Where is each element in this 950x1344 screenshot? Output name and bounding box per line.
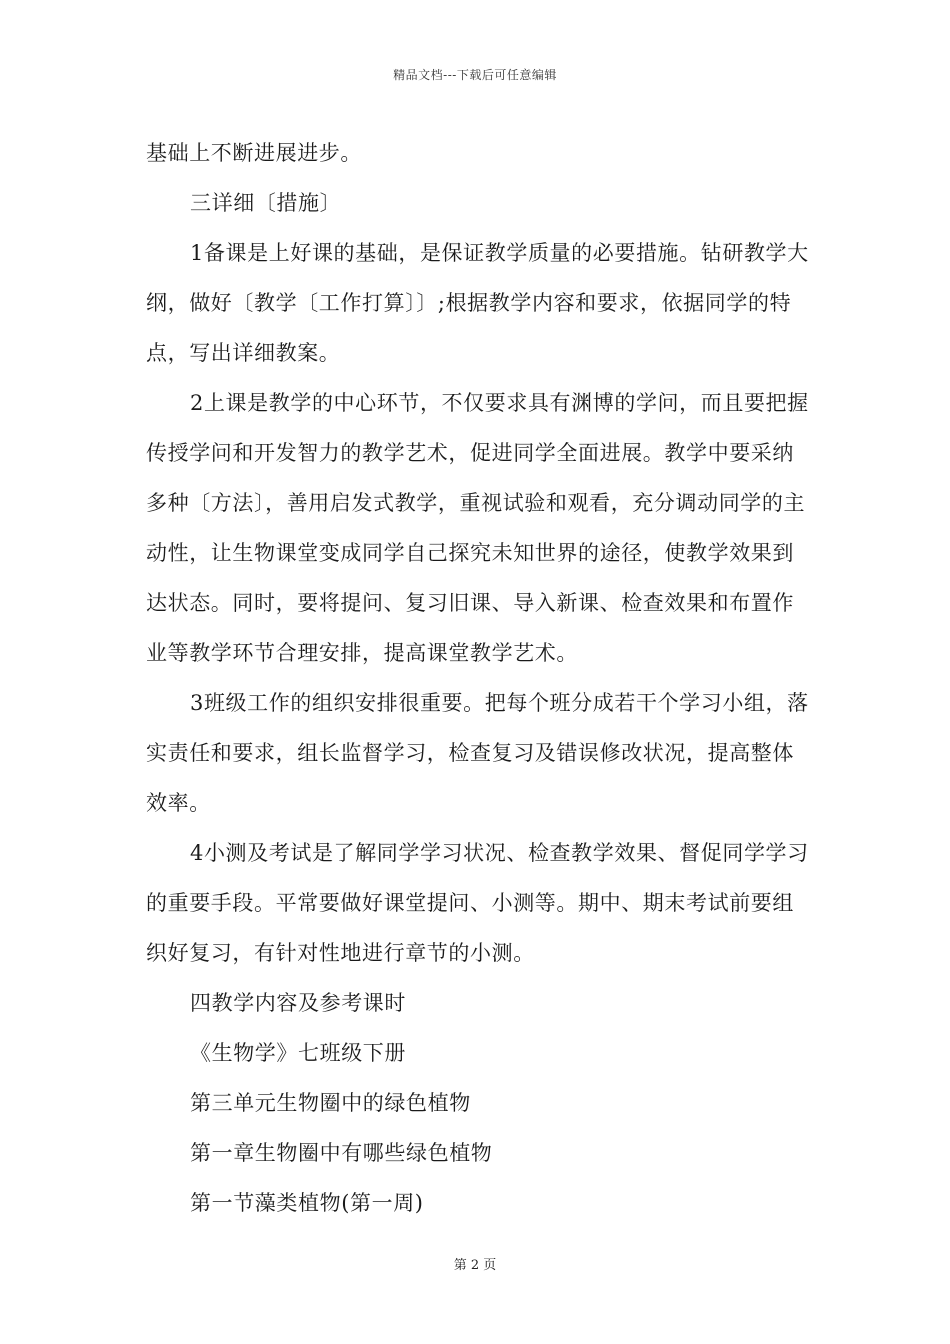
paragraph-lesson-prep: 1备课是上好课的基础，是保证教学质量的必要措施。钻研教学大纲，做好〔教学〔工作打算〕〕;根据教学内容和要求，依据同学的特点，写出详细教案。 (146, 241, 809, 365)
page-number: 第 2 页 (453, 1258, 497, 1273)
paragraph-tests: 4小测及考试是了解同学学习状况、检查教学效果、督促同学学习的重要手段。平常要做好课堂提问、小测等。期中、期末考试前要组织好复习，有针对性地进行章节的小测。 (146, 841, 809, 965)
textbook-title: 《生物学》七班级下册 (190, 1041, 406, 1065)
section-title: 第一节藻类植物(第一周) (190, 1191, 424, 1215)
paragraph-classroom: 2上课是教学的中心环节，不仅要求具有渊博的学问，而且要把握传授学问和开发智力的教学艺术，促进同学全面进展。教学中要采纳多种〔方法〕，善用启发式教学，重视试验和观看，充分调动同学的主动性，让生物课堂变成同学自己探究未知世界的途径，使教学效果到达状态。同时，要将提问、复习旧课、导入新课、检查效果和布置作业等教学环节合理安排，提高课堂教学艺术。 (146, 391, 809, 665)
paragraph-continuation: 基础上不断进展进步。 (146, 141, 362, 165)
paragraph-class-organization: 3班级工作的组织安排很重要。把每个班分成若干个学习小组，落实责任和要求，组长监督学习，检查复习及错误修改状况，提高整体效率。 (146, 691, 809, 815)
document-body (146, 128, 810, 1228)
chapter-title: 第一章生物圈中有哪些绿色植物 (190, 1141, 493, 1165)
page-header: 精品文档---下载后可任意编辑 (393, 68, 557, 82)
unit-title: 第三单元生物圈中的绿色植物 (190, 1091, 471, 1115)
section-heading-measures: 三详细〔措施〕 (190, 191, 342, 215)
section-heading-content: 四教学内容及参考课时 (190, 991, 406, 1015)
